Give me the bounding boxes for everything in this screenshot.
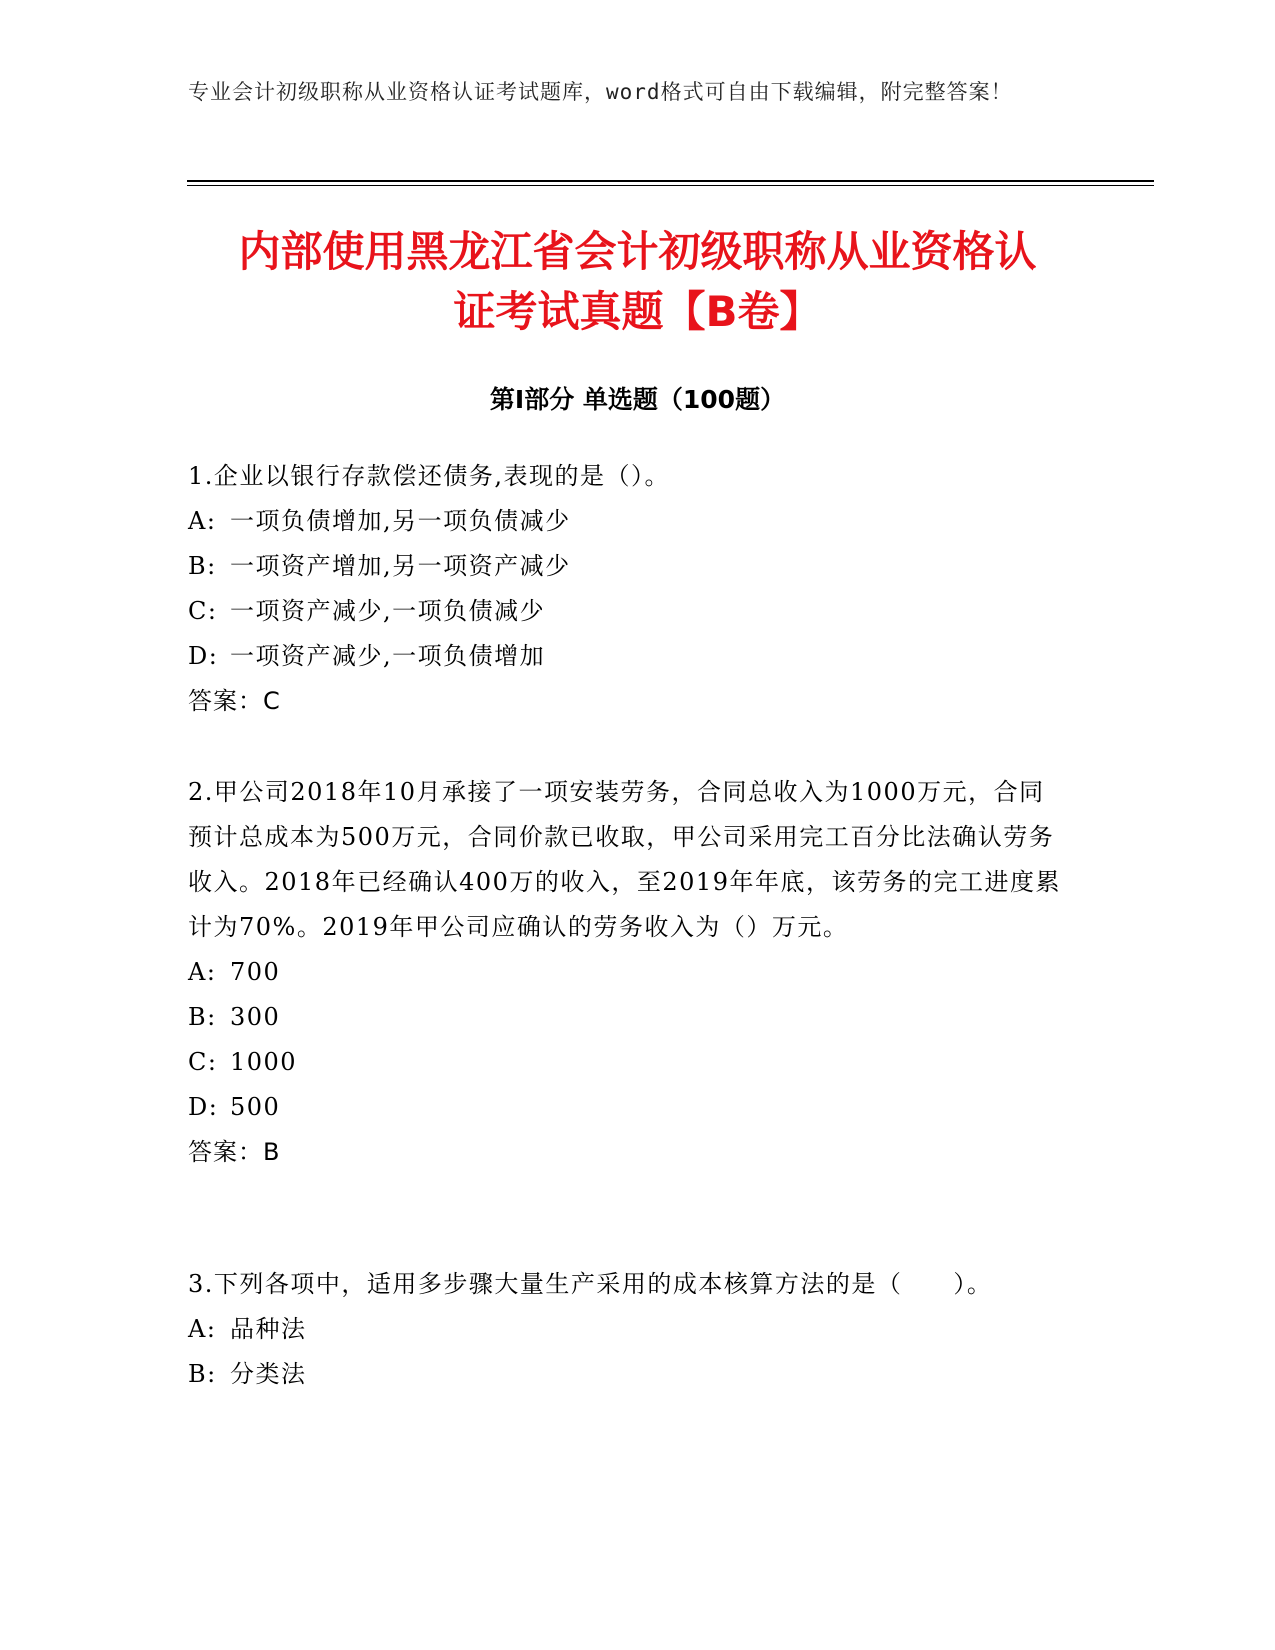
option-text: 一项负债增加,另一项负债减少: [230, 507, 571, 535]
question-stem: 1.企业以银行存款偿还债务,表现的是（）。: [188, 462, 671, 490]
option-c: [188, 1040, 1068, 1085]
header-note: 专业会计初级职称从业资格认证考试题库，word格式可自由下载编辑，附完整答案！: [188, 80, 1013, 104]
option-text: 500: [230, 1093, 281, 1121]
document-title-line-1: 内部使用黑龙江省会计初级职称从业资格认: [238, 227, 1037, 276]
option-a: [188, 499, 1068, 544]
option-text: 一项资产减少,一项负债增加: [230, 642, 546, 670]
header-divider-thin: [187, 185, 1154, 186]
option-text: 700: [230, 958, 281, 986]
option-key: A:: [188, 1315, 217, 1343]
question-stem: 2.甲公司2018年10月承接了一项安装劳务，合同总收入为1000万元，合同预计总成本为500万元，合同价款已收取，甲公司采用完工百分比法确认劳务收入。2018年已经确认400万的收入，至2019年年底，该劳务的完工进度累计为70%。2019年甲公司应确认的劳务收入为（）万元。: [188, 778, 1061, 941]
option-key: D:: [188, 1093, 219, 1121]
option-b: [188, 995, 1068, 1040]
option-key: B:: [188, 552, 217, 580]
option-key: C:: [188, 1048, 218, 1076]
option-b: [188, 1352, 1068, 1397]
question-2: [188, 770, 1068, 1175]
option-a: [188, 950, 1068, 995]
document-title-line-2: 证考试真题【B卷】: [453, 287, 822, 336]
option-d: [188, 634, 1068, 679]
answer-line: 答案：B: [188, 1138, 281, 1166]
document-title: [150, 222, 1125, 342]
option-text: 300: [230, 1003, 281, 1031]
option-key: D:: [188, 642, 219, 670]
header-divider: [187, 180, 1154, 182]
option-key: B:: [188, 1003, 217, 1031]
option-c: [188, 589, 1068, 634]
option-text: 品种法: [230, 1315, 307, 1343]
section-heading: 第I部分 单选题（100题）: [489, 385, 786, 414]
question-1: [188, 454, 1068, 724]
answer-line: 答案：C: [188, 687, 281, 715]
option-key: A:: [188, 958, 217, 986]
question-3: [188, 1262, 1068, 1397]
option-a: [188, 1307, 1068, 1352]
option-key: A:: [188, 507, 217, 535]
option-text: 1000: [230, 1048, 298, 1076]
option-b: [188, 544, 1068, 589]
option-key: B:: [188, 1360, 217, 1388]
option-text: 分类法: [230, 1360, 307, 1388]
question-stem: 3.下列各项中，适用多步骤大量生产采用的成本核算方法的是（ ）。: [188, 1270, 993, 1298]
option-text: 一项资产增加,另一项资产减少: [230, 552, 571, 580]
option-key: C:: [188, 597, 218, 625]
option-text: 一项资产减少,一项负债减少: [230, 597, 546, 625]
option-d: [188, 1085, 1068, 1130]
